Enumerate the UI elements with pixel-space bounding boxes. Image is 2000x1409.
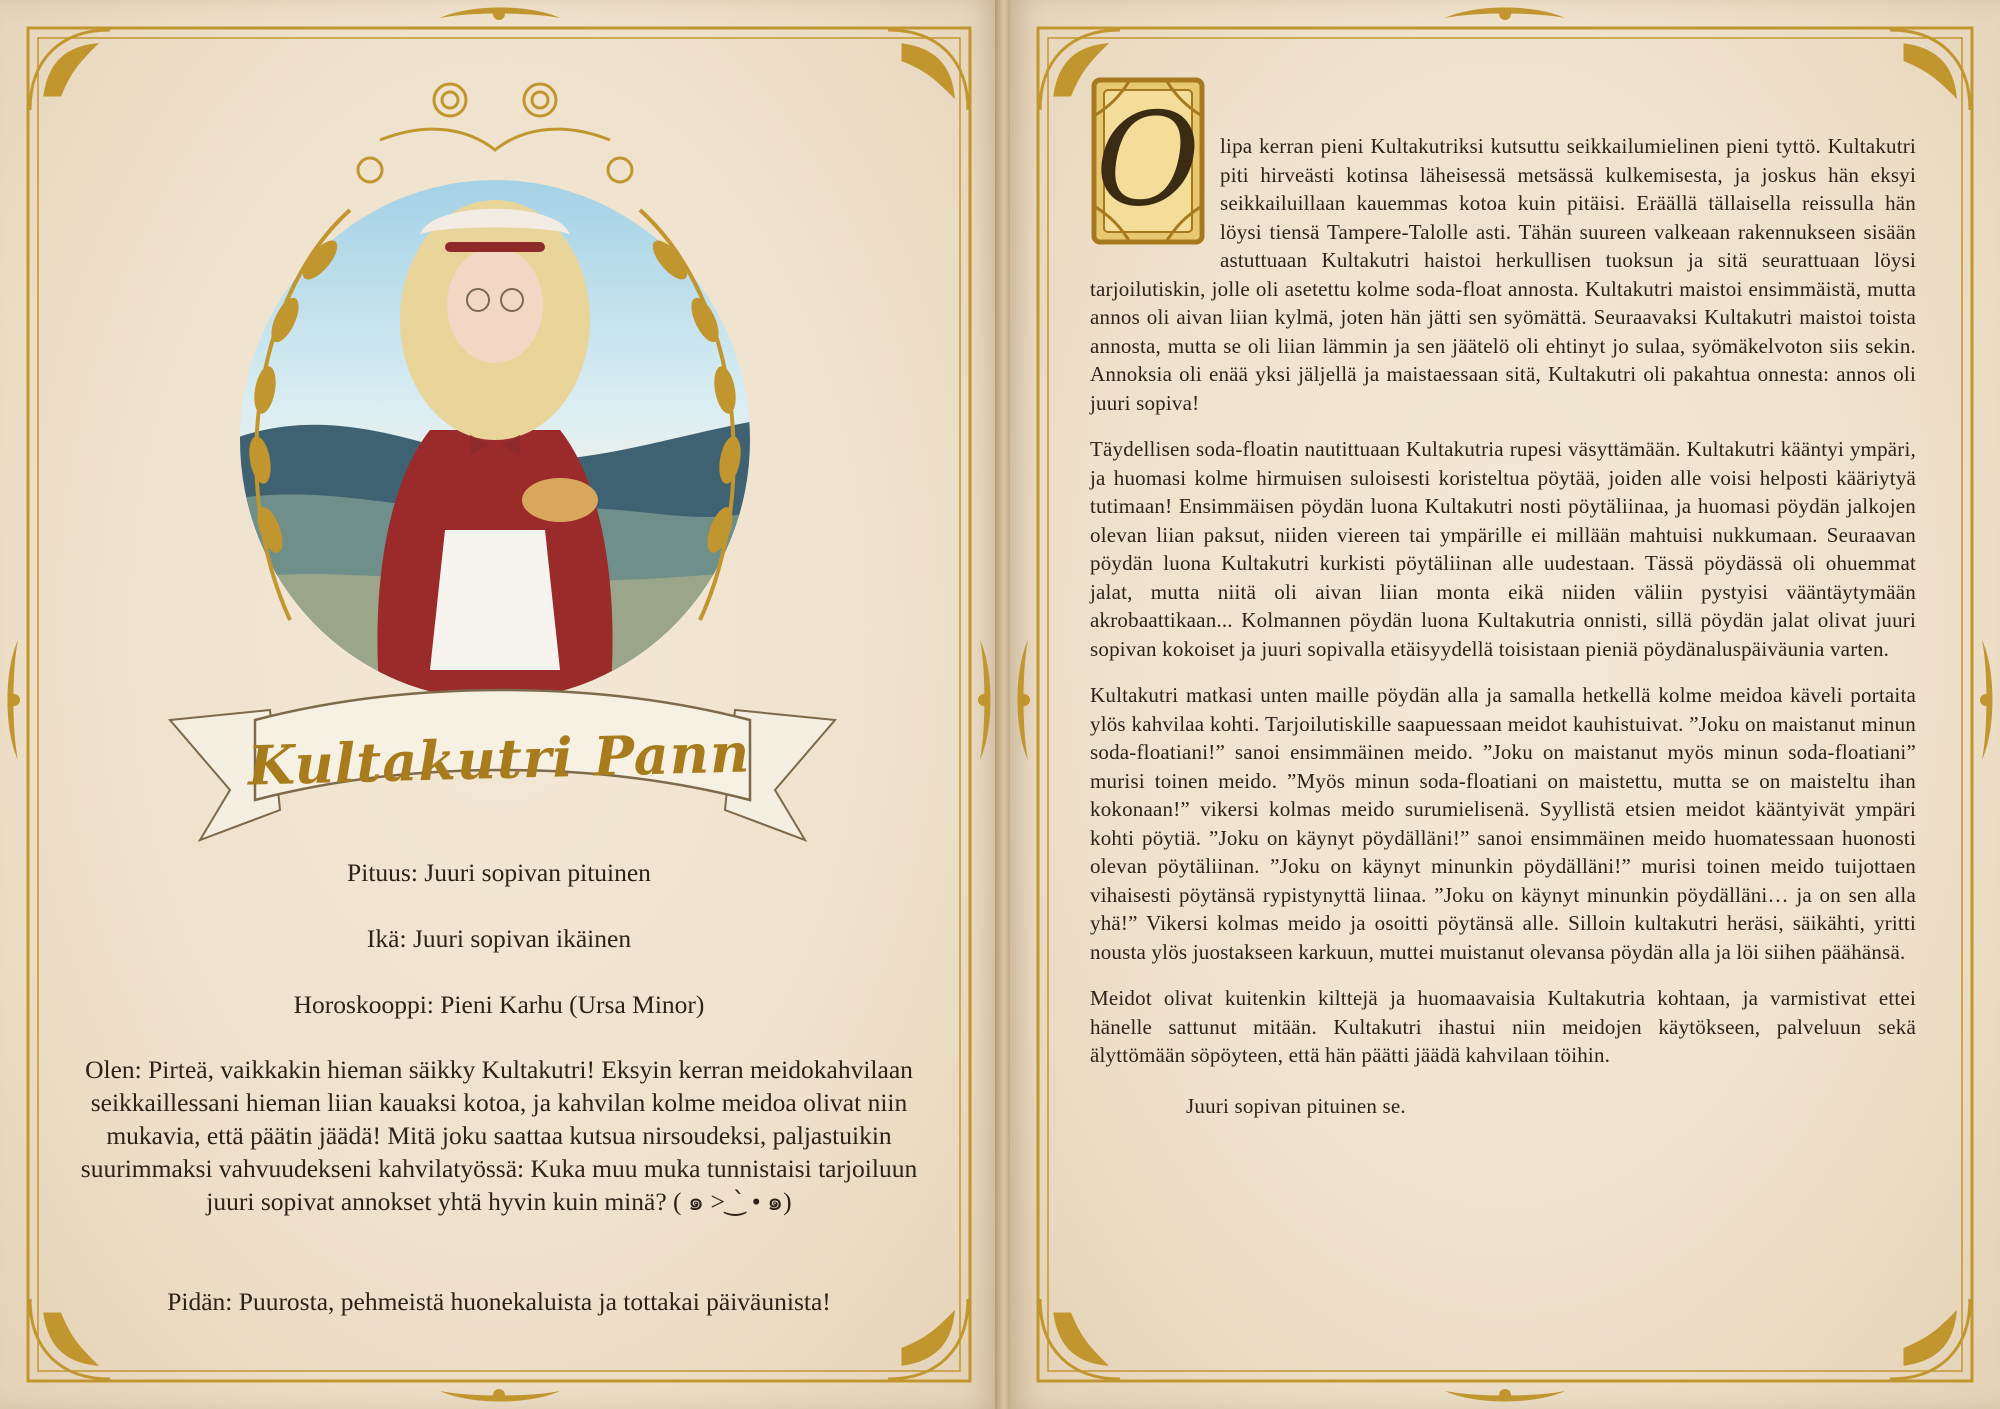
profile-likes: Pidän: Puurosta, pehmeistä huonekaluista ja tottakai päiväunista!: [167, 1287, 831, 1316]
story-paragraph-2: Täydellisen soda-floatin nautittuaan Kultakutria rupesi väsyttämään. Kultakutri kääntyi ympäri, ja huomasi kolme hirmuisen suloisesti koristeltua pöytää, joiden alle voisi helposti kääriytyä tutimaan! Ensimmäisen pöydän luona Kultakutri nosti pöytäliinaa, ja huomasi pöydän jalkojen olevan liian paksut, niiden viereen tai ympärille ei millään mahtuisi nukkumaan. Seuraavan pöydän luona Kultakutri kurkisti pöytäliinan alle uudestaan. Tässä pöydässä oli ohuemmat jalat, mutta niitä oli aivan liian monta eikä niiden väliin pystyisi vääntäytymään akrobaattikaan... Kolmannen pöydän luona Kultakutria onnisti, sillä pöydän jalat olivat juuri sopivan kokoiset ja juuri sopivalla etäisyydellä toisistaan pieniä pöydänaluspäiväunia varten.: [1090, 437, 1916, 661]
story-text: [1090, 86, 1916, 1138]
drop-cap: [1090, 76, 1206, 246]
story-paragraph-4: Meidot olivat kuitenkin kilttejä ja huomaavaisia Kultakutria kohtaan, ja varmistivat ettei hänelle sattunut mitään. Kultakutri ihastui niin meidojen käytökseen, palveluun sekä älyttömään söpöyteen, että hän päätti jäädä kahvilaan töihin.: [1090, 986, 1916, 1067]
profile-horoscope: Horoskooppi: Pieni Karhu (Ursa Minor): [293, 990, 705, 1019]
character-name: Kultakutri Pann: [246, 720, 752, 798]
profile-height: Pituus: Juuri sopivan pituinen: [347, 858, 651, 887]
story-paragraph-3: Kultakutri matkasi unten maille pöydän alla ja samalla hetkellä kolme meidoa käveli portaita ylös kahvilaa kohti. Tarjoilutiskille saapuessaan meidot kauhistuivat. ”Joku on maistanut minun soda-floatiani!” sanoi ensimmäinen meido. ”Joku on maistanut myös minun soda-floatiani” murisi toinen meido. ”Myös minun soda-floatiani on maistettu, mutta se on maisteltu ihan kokonaan!” vikersi kolmas meido surumielisenä. Syyllistä etsien meidot kääntyivät ympäri kohti pöytiä. ”Joku on käynyt pöydälläni!” sanoi ensimmäinen meido huomatessaan huonosti olevan pöytäliinan. ”Joku on käynyt minunkin pöydälläni!” murisi toinen meido tuijottaen vihaisesti pöytänsä rypistynyttä liinaa. ”Joku on käynyt minunkin pöydälläni… ja on sen alla yhä!” Vikersi kolmas meido ja osoitti pöytänsä alle. Silloin kultakutri heräsi, säikähti, yritti nousta ylös juostakseen karkuun, muttei muistanut olevansa pöydän alla ja löi siihen päähänsä.: [1090, 683, 1916, 964]
character-portrait: [230, 60, 760, 720]
rose-crest: [358, 84, 632, 182]
profile-description: Olen: Pirteä, vaikkakin hieman säikky Kultakutri! Eksyin kerran meidokahvilaan seikkaillessani hieman liian kauaksi kotoa, ja kahvilan kolme meidoa olivat niin mukavia, että päätin jäädä! Mitä joku saattaa kutsua nirsoudeksi, paljastuikin suurimmaksi vahvuudekseni kahvilatyössä: Kuka muu muka tunnistaisi tarjoiluun juuri sopivat annokset yhtä hyvin kuin minä? ( ๑ >‿̀ • ๑): [80, 1055, 918, 1216]
left-page: [0, 0, 998, 1409]
story-paragraph-1: [1090, 86, 1916, 417]
drop-cap-letter: O: [1095, 86, 1201, 235]
profile-age: Ikä: Juuri sopivan ikäinen: [366, 924, 632, 953]
story-signoff: Juuri sopivan pituinen se.: [1186, 1093, 1406, 1118]
paragraph-1-text: lipa kerran pieni Kultakutriksi kutsuttu seikkailumielinen pieni tyttö. Kultakutri piti hirveästi kotinsa läheisessä metsässä kulkemisesta, ja joskus hän eksyi seikkailuillaan kauemmas kotoa kuin pitäisi. Eräällä tällaisella reissulla hän löysi tiensä Tampere-Talolle asti. Tähän suureen valkeaan rakennukseen sisään astuttuaan Kultakutri haistoi herkullisen tuoksun ja sitä seurattuaan löysi tarjoilutiskin, jolle oli asetettu kolme soda-float annosta. Kultakutri maistoi ensimmäistä, mutta annos oli aivan liian kylmä, joten hän jätti sen syömättä. Seuraavaksi Kultakutri maistoi toista annosta, mutta se oli liian lämmin ja sen jäätelö oli ehtinyt jo sulaa, syömäkelvoton siis sekin. Annoksia oli enää yksi jäljellä ja maistaessaan sitä, Kultakutri oli pakahtua onnesta: annos oli juuri sopiva!: [1090, 134, 1916, 415]
